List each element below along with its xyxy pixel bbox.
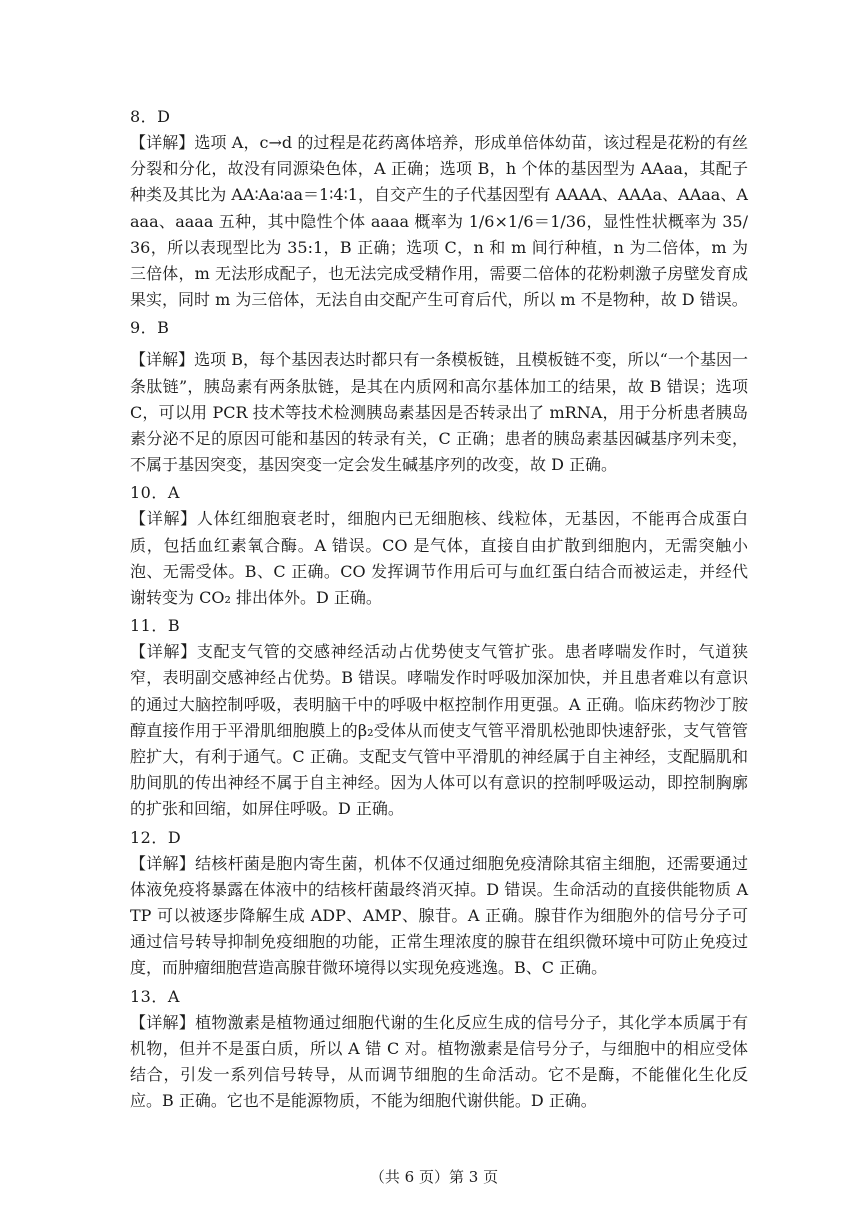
explanation-tag: 【详解】 — [130, 509, 197, 529]
explanation-tag: 【详解】 — [130, 133, 195, 152]
explanation-tag: 【详解】 — [130, 350, 195, 370]
answer-8-explanation — [130, 130, 748, 313]
answer-content — [130, 104, 748, 1117]
answer-11-explanation — [130, 639, 748, 822]
explanation-tag: 【详解】 — [130, 642, 197, 662]
answer-12 — [130, 825, 748, 982]
answer-13-explanation — [130, 1010, 748, 1115]
answer-10-explanation — [130, 506, 748, 611]
answer-11-text: 支配支气管的交感神经活动占优势使支气管扩张。患者哮喘发作时，气道狭窄，表明副交感神经占优势。B 错误。哮喘发作时呼吸加深加快，并且患者难以有意识的通过大脑控制呼吸，表明脑干中的呼吸中枢控制作用更强。A 正确。临床药物沙丁胺醇直接作用于平滑肌细胞膜上的β₂受体从而使支气管平滑肌松弛即快速舒张，支气管管腔扩大，有利于通气。C 正确。支配支气管中平滑肌的神经属于自主神经，支配膈肌和肋间肌的传出神经不属于自主神经。因为人体可以有意识的控制呼吸运动，即控制胸廓的扩张和回缩，如屏住呼吸。D 正确。 — [130, 642, 748, 819]
answer-12-text: 结核杆菌是胞内寄生菌，机体不仅通过细胞免疫清除其宿主细胞，还需要通过体液免疫将暴露在体液中的结核杆菌最终消灭掉。D 错误。生命活动的直接供能物质 ATP 可以被逐步降解生成 ADP、AMP、腺苷。A 正确。腺苷作为细胞外的信号分子可通过信号转导抑制免疫细胞的功能，正常生理浓度的腺苷在组织微环境中可防止免疫过度，而肿瘤细胞营造高腺苷微环境得以实现免疫逃逸。B、C 正确。 — [130, 853, 748, 978]
answer-12-number: 12．D — [130, 827, 182, 847]
answer-9-text: 选项 B，每个基因表达时都只有一条模板链，且模板链不变，所以“一个基因一条肽链”，胰岛素有两条肽链，是其在内质网和高尔基体加工的结果，故 B 错误；选项 C，可以用 PCR 技术等技术检测胰岛素基因是否转录出了 mRNA，用于分析患者胰岛素分泌不足的原因可能和基因的转录有关，C 正确；患者的胰岛素基因碱基序列未变，不属于基因突变，基因突变一定会发生碱基序列的改变，故 D 正确。 — [130, 350, 748, 475]
answer-8-text: 选项 A，c→d 的过程是花药离体培养，形成单倍体幼苗，该过程是花粉的有丝分裂和分化，故没有同源染色体，A 正确；选项 B，h 个体的基因型为 AAaa，其配子种类及其比为 AA∶Aa∶aa＝1∶4∶1，自交产生的子代基因型有 AAAA、AAAa、AAaa、Aaaa、aaaa 五种，其中隐性个体 aaaa 概率为 1/6×1/6＝1/36，显性性状概率为 35/36，所以表现型比为 35:1，B 正确；选项 C，n 和 m 间行种植，n 为二倍体，m 为三倍体，m 无法形成配子，也无法完成受精作用，需要二倍体的花粉刺激子房壁发育成果实，同时 m 为三倍体，无法自由交配产生可育后代，所以 m 不是物种，故 D 错误。 — [130, 133, 748, 310]
answer-9-number: 9．B — [130, 318, 170, 338]
answer-13-text: 植物激素是植物通过细胞代谢的生化反应生成的信号分子，其化学本质属于有机物，但并不是蛋白质，所以 A 错 C 对。植物激素是信号分子，与细胞中的相应受体结合，引发一系列信号转导，从而调节细胞的生命活动。它不是酶，不能催化生化反应。B 正确。它也不是能源物质，不能为细胞代谢供能。D 正确。 — [130, 1012, 748, 1111]
answer-10-text: 人体红细胞衰老时，细胞内已无细胞核、线粒体，无基因，不能再合成蛋白质，包括血红素氧合酶。A 错误。CO 是气体，直接自由扩散到细胞内，无需突触小泡、无需受体。B、C 正确。CO 发挥调节作用后可与血红蛋白结合而被运走，并经代谢转变为 CO₂ 排出体外。D 正确。 — [130, 509, 748, 608]
explanation-tag: 【详解】 — [130, 1012, 196, 1032]
answer-10 — [130, 480, 748, 611]
answer-9-explanation — [130, 347, 748, 478]
answer-9 — [130, 315, 748, 478]
answer-11-number: 11．B — [130, 616, 181, 636]
answer-13-number: 13．A — [130, 986, 180, 1006]
answer-10-number: 10．A — [130, 483, 180, 503]
answer-11 — [130, 613, 748, 822]
answer-12-explanation — [130, 851, 748, 982]
page-footer: （共 6 页）第 3 页 — [369, 1168, 499, 1186]
answer-13 — [130, 984, 748, 1115]
answer-8-number: 8．D — [130, 107, 171, 126]
explanation-tag: 【详解】 — [130, 853, 196, 873]
answer-8 — [130, 104, 748, 313]
